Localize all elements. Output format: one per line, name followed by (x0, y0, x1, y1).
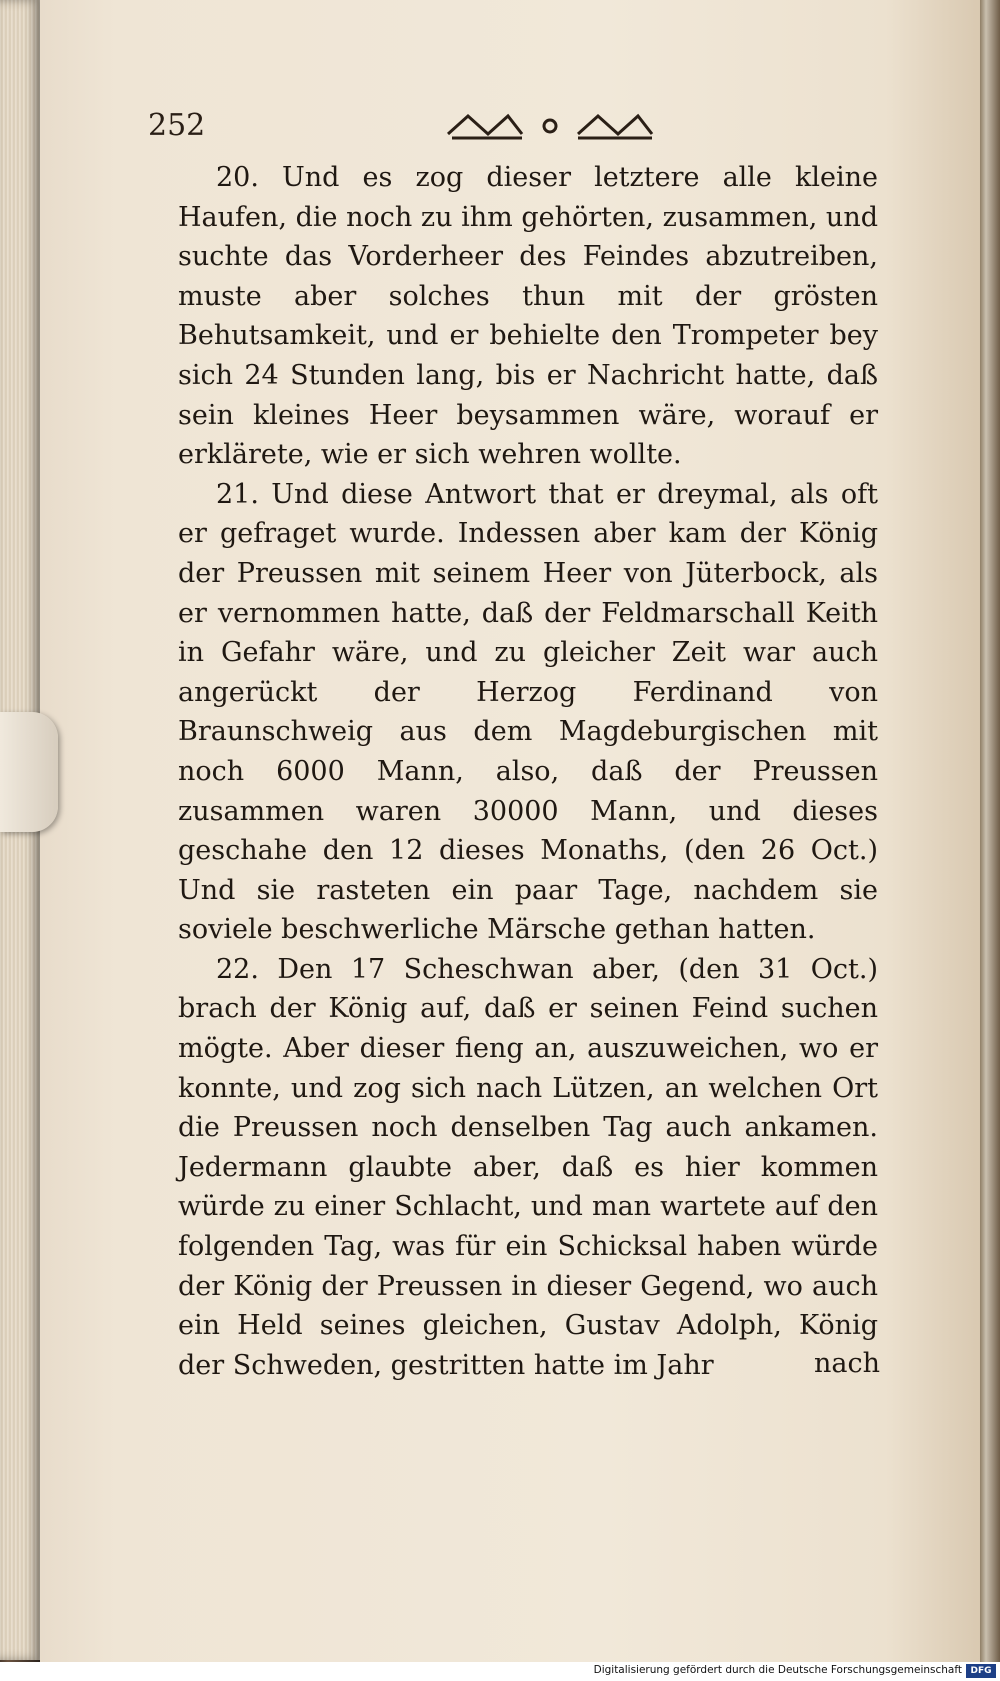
paragraph-20: 20. Und es zog dieser letztere alle kleine Haufen, die noch zu ihm gehörten, zusammen, und suchte das Vorderheer des Feindes abzutreiben, muste aber solches thun mit der grösten Behutsamkeit, und er behielte den Trompeter bey sich 24 Stunden lang, bis er Nachricht hatte, daß sein kleines Heer beysammen wäre, worauf er erklärete, wie er sich wehren wollte. (178, 162, 878, 471)
footer-credit: Digitalisierung gefördert durch die Deutsche Forschungsgemeinschaft (593, 1664, 962, 1676)
paragraph-22: 22. Den 17 Scheschwan aber, (den 31 Oct.) brach der König auf, daß er seinen Feind suchen mögte. Aber dieser fieng an, auszuweichen, wo er konnte, und zog sich nach Lützen, an welchen Ort die Preussen noch denselben Tag auch ankamen. Jedermann glaubte aber, daß es hier kommen würde zu einer Schlacht, und man wartete auf den folgenden Tag, was für ein Schicksal haben würde der König der Preussen in dieser Gegend, wo auch ein Held seines gleichen, Gustav Adolph, König der Schweden, gestritten hatte im Jahr (178, 953, 878, 1381)
header-ornament-icon (440, 104, 660, 148)
body-text (178, 158, 878, 1385)
footer-bar (0, 1662, 1000, 1681)
paragraph-21: 21. Und diese Antwort that er dreymal, als oft er gefraget wurde. Indessen aber kam der König der Preussen mit seinem Heer von Jüterbock, als er vernommen hatte, daß der Feldmarschall Keith in Gefahr wäre, und zu gleicher Zeit war auch angerückt der Herzog Ferdinand von Braunschweig aus dem Magdeburgischen mit noch 6000 Mann, also, daß der Preussen zusammen waren 30000 Mann, und dieses geschahe den 12 dieses Monaths, (den 26 Oct.) Und sie rasteten ein paar Tage, nachdem sie soviele beschwerliche Märsche gethan hatten. (178, 478, 878, 946)
page-header (148, 104, 868, 148)
catchword: nach (814, 1348, 880, 1379)
dfg-logo-icon: DFG (966, 1664, 996, 1678)
bookmark-ribbon (0, 712, 58, 832)
page-number: 252 (148, 108, 206, 143)
book-spine (980, 0, 1000, 1662)
